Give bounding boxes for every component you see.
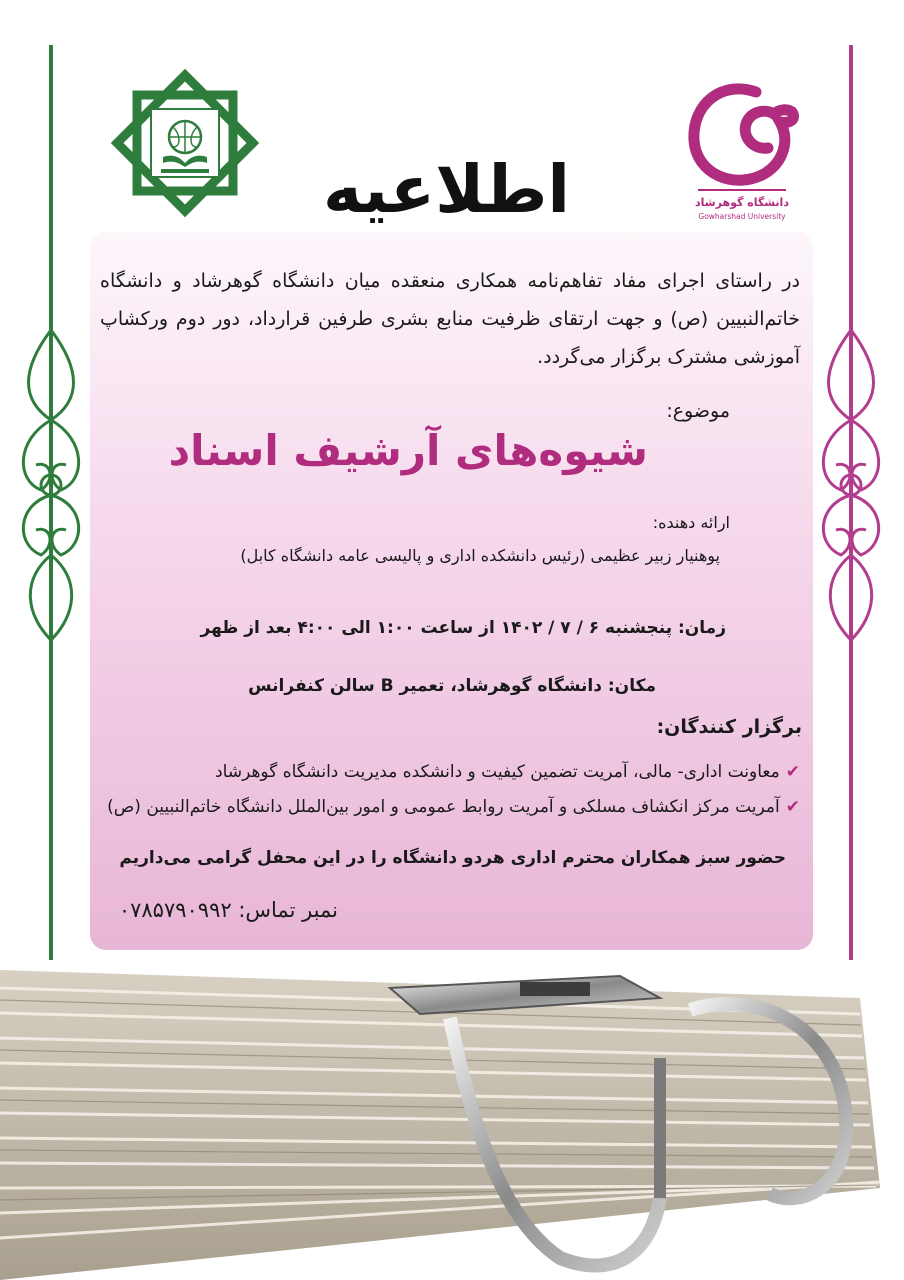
- document-binder-image: [0, 958, 904, 1280]
- organizer-item: [100, 762, 800, 782]
- left-ornament-icon: [11, 330, 91, 640]
- event-place: مکان: دانشگاه گوهرشاد، تعمیر B سالن کنفرانس: [248, 676, 656, 696]
- gowharshad-name-en: Gowharshad University: [698, 212, 786, 221]
- page-title: اطلاعیه: [323, 151, 570, 228]
- organizers-label: برگزار کنندگان:: [656, 716, 802, 738]
- event-time: زمان: پنجشنبه ۶ / ۷ / ۱۴۰۲ از ساعت ۱:۰۰ الی ۴:۰۰ بعد از ظهر: [200, 618, 726, 638]
- organizer-text: آمریت مرکز انکشاف مسلکی و آمریت روابط عمومی و امور بین‌الملل دانشگاه خاتم‌النبیین (ص): [107, 797, 780, 817]
- organizer-text: معاونت اداری- مالی، آمریت تضمین کیفیت و دانشکده مدیریت دانشگاه گوهرشاد: [215, 762, 780, 782]
- gowharshad-name-fa: دانشگاه گوهرشاد: [695, 196, 789, 209]
- closing-line: حضور سبز همکاران محترم اداری هردو دانشگاه را در این محفل گرامی می‌داریم: [119, 848, 786, 868]
- check-icon: ✔: [785, 762, 800, 782]
- subject-title: شیوه‌های آرشیف اسناد: [168, 426, 648, 475]
- organizer-item: [100, 797, 800, 817]
- gowharshad-university-logo-icon: [682, 78, 802, 228]
- presenter-name: پوهنیار زبیر عظیمی (رئیس دانشکده اداری و پالیسی عامه دانشگاه کابل): [240, 546, 720, 565]
- right-ornament-icon: [811, 330, 891, 640]
- khatam-university-logo-icon: [103, 68, 268, 218]
- presenter-label: ارائه دهنده:: [652, 513, 730, 532]
- subject-label: موضوع:: [666, 400, 730, 422]
- check-icon: ✔: [785, 797, 800, 817]
- intro-paragraph: در راستای اجرای مفاد تفاهم‌نامه همکاری منعقده میان دانشگاه گوهرشاد و دانشگاه خاتم‌النبیین (ص) و جهت ارتقای ظرفیت منابع بشری طرفین قرارداد، دور دوم ورکشاپ آموزشی مشترک برگزار می‌گردد.: [100, 270, 800, 368]
- contact-number: نمبر تماس: ۰۷۸۵۷۹۰۹۹۲: [118, 898, 338, 922]
